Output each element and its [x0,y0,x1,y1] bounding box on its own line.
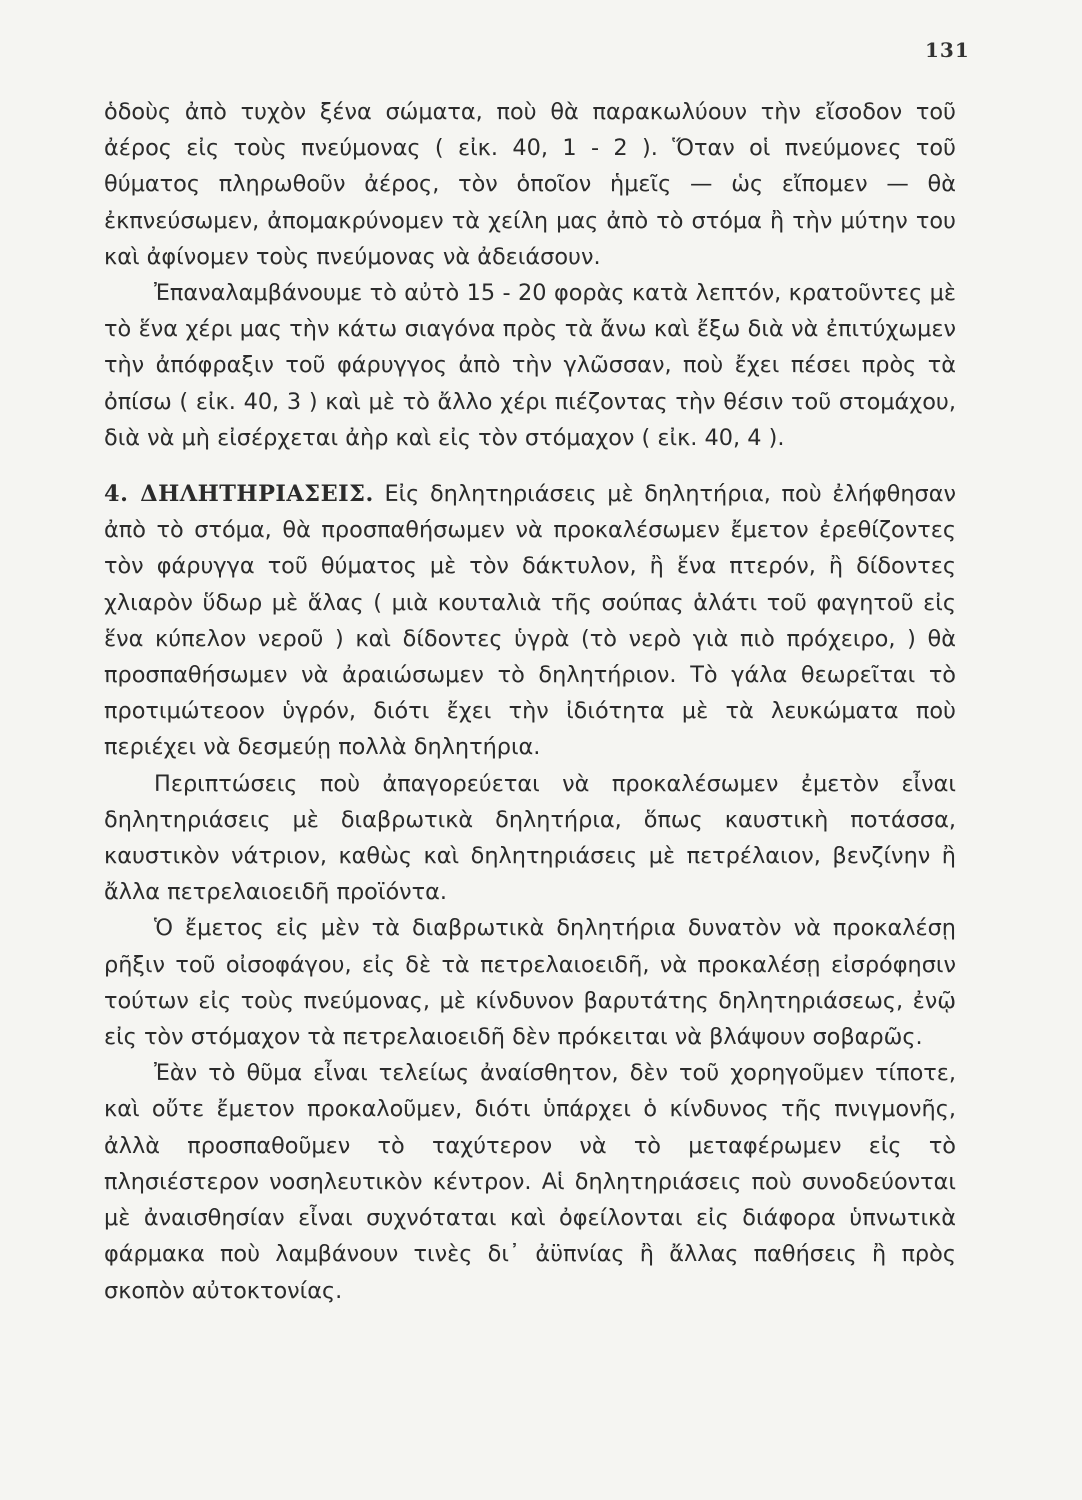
paragraph-repeat-instructions: Ἐπαναλαμβάνουμε τὸ αὐτὸ 15 - 20 φορὰς κατὰ λεπτόν, κρατοῦντες μὲ τὸ ἕνα χέρι μας τὴν κάτω σιαγόνα πρὸς τὰ ἄνω καὶ ἔξω διὰ νὰ ἐπιτύχωμεν τὴν ἀπόφραξιν τοῦ φάρυγγος ἀπὸ τὴν γλῶσσαν, ποὺ ἔχει πέσει πρὸς τὰ ὀπίσω ( εἰκ. 40, 3 ) καὶ μὲ τὸ ἄλλο χέρι πιέζοντας τὴν θέσιν τοῦ στομάχου, διὰ νὰ μὴ εἰσέρχεται ἀὴρ καὶ εἰς τὸν στόμαχον ( εἰκ. 40, 4 ). [104,280,956,451]
paragraph-unconscious-victim: Ἐὰν τὸ θῦμα εἶναι τελείως ἀναίσθητον, δὲν τοῦ χορηγοῦμεν τίποτε, καὶ οὔτε ἔμετον προκαλοῦμεν, διότι ὑπάρχει ὁ κίνδυνος τῆς πνιγμονῆς, ἀλλὰ προσπαθοῦμεν τὸ ταχύτερον νὰ τὸ μεταφέρωμεν εἰς τὸ πλησιέστερον νοσηλευτικὸν κέντρον. Αἱ δηλητηριάσεις ποὺ συνοδεύονται μὲ ἀναισθησίαν εἶναι συχνόταται καὶ ὀφείλονται εἰς διάφορα ὑπνωτικὰ φάρμακα ποὺ λαμβάνουν τινὲς δι᾽ ἀϋπνίας ἢ ἄλλας παθήσεις ἢ πρὸς σκοπὸν αὐτοκτονίας. [104,1060,956,1304]
paragraph-continuation: ὁδοὺς ἀπὸ τυχὸν ξένα σώματα, ποὺ θὰ παρακωλύουν τὴν εἴσοδον τοῦ ἀέρος εἰς τοὺς πνεύμονας ( εἰκ. 40, 1 - 2 ). Ὅταν οἱ πνεύμονες τοῦ θύματος πληρωθοῦν ἀέρος, τὸν ὁποῖον ἡμεῖς — ὡς εἴπομεν — θὰ ἐκπνεύσωμεν, ἀπομακρύνομεν τὰ χείλη μας ἀπὸ τὸ στόμα ἢ τὴν μύτην του καὶ ἀφίνομεν τοὺς πνεύμονας νὰ ἀδειάσουν. [104,99,956,270]
paragraph-vomiting-prohibited: Περιπτώσεις ποὺ ἀπαγορεύεται νὰ προκαλέσωμεν ἐμετὸν εἶναι δηλητηριάσεις μὲ διαβρωτικὰ δηλητήρια, ὅπως καυστικὴ ποτάσσα, καυστικὸν νάτριον, καθὼς καὶ δηλητηριάσεις μὲ πετρέλαιον, βενζίνην ἢ ἄλλα πετρελαιοειδῆ προϊόντα. [104,770,956,906]
page-number: 131 [925,38,970,62]
body-text [104,94,956,1309]
paragraph-poisonings [104,476,956,766]
paragraph-poisonings-text: Εἰς δηλητηριάσεις μὲ δηλητήρια, ποὺ ἐλήφθησαν ἀπὸ τὸ στόμα, θὰ προσπαθήσωμεν νὰ προκαλέσωμεν ἔμετον ἐρεθίζοντες τὸν φάρυγγα τοῦ θύματος μὲ τὸν δάκτυλον, ἢ ἕνα πτερόν, ἢ δίδοντες χλιαρὸν ὕδωρ μὲ ἅλας ( μιὰ κουταλιὰ τῆς σούπας ἁλάτι τοῦ φαγητοῦ εἰς ἕνα κύπελον νεροῦ ) καὶ δίδοντες ὑγρὰ (τὸ νερὸ γιὰ πιὸ πρόχειρο, ) θὰ προσπαθήσωμεν νὰ ἀραιώσωμεν τὸ δηλητήριον. Τὸ γάλα θεωρεῖται τὸ προτιμώτεοον ὑγρόν, διότι ἔχει τὴν ἰδιότητα μὲ τὰ λευκώματα ποὺ περιέχει νὰ δεσμεύῃ πολλὰ δηλητήρια. [104,481,956,761]
paragraph-vomiting-risks: Ὁ ἔμετος εἰς μὲν τὰ διαβρωτικὰ δηλητήρια δυνατὸν νὰ προκαλέσῃ ρῆξιν τοῦ οἰσοφάγου, εἰς δὲ τὰ πετρελαιοειδῆ, νὰ προκαλέσῃ εἰσρόφησιν τούτων εἰς τοὺς πνεύμονας, μὲ κίνδυνον βαρυτάτης δηλητηριάσεως, ἐνῷ εἰς τὸν στόμαχον τὰ πετρελαιοειδῆ δὲν πρόκειται νὰ βλάψουν σοβαρῶς. [104,915,956,1051]
section-heading: 4. ΔΗΛΗΤΗΡΙΑΣΕΙΣ. [104,481,374,508]
